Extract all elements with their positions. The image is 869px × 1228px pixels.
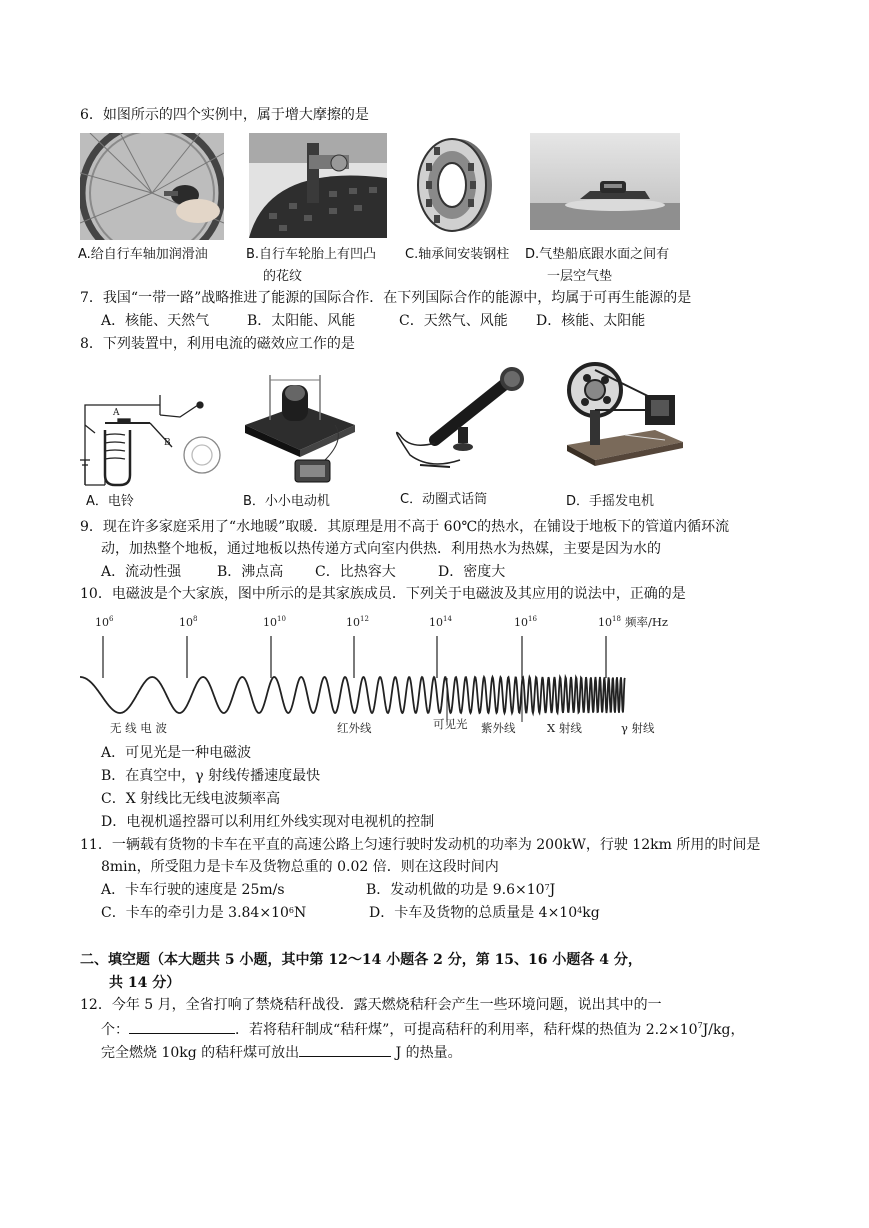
freq-label: $10^{12}$ bbox=[346, 615, 369, 629]
band-infrared: 红外线 bbox=[337, 721, 372, 735]
small-motor-photo bbox=[240, 365, 360, 490]
freq-label: $10^{18}$ bbox=[598, 615, 621, 629]
freq-label: $10^6$ bbox=[95, 615, 114, 629]
q8-stem: 8．下列装置中，利用电流的磁效应工作的是 bbox=[80, 336, 355, 352]
bicycle-axle-oil-photo bbox=[80, 133, 224, 240]
bell-label-b: B bbox=[164, 438, 171, 448]
q7-option-d: D．核能、太阳能 bbox=[536, 313, 646, 329]
band-xray: X 射线 bbox=[547, 721, 582, 735]
section2-title-line1: 二、填空题（本大题共 5 小题，其中第 12～14 小题各 2 分，第 15、16 小题各 4 分， bbox=[80, 952, 642, 968]
q10-option-a: A．可见光是一种电磁波 bbox=[101, 745, 252, 761]
band-ultraviolet: 紫外线 bbox=[481, 721, 516, 735]
band-visible: 可见光 bbox=[433, 717, 468, 731]
q8-caption-c: C．动圈式话筒 bbox=[400, 492, 488, 507]
q6-caption-b-line2: 的花纹 bbox=[263, 269, 303, 284]
freq-label: $10^{14}$ bbox=[429, 615, 452, 629]
q9-option-d: D．密度大 bbox=[438, 564, 506, 580]
q9-option-a: A．流动性强 bbox=[101, 564, 182, 580]
q9-option-c: C．比热容大 bbox=[315, 564, 396, 580]
q7-stem: 7．我国“一带一路”战略推进了能源的国际合作．在下列国际合作的能源中，均属于可再生能源的是 bbox=[80, 290, 692, 306]
band-gamma: γ 射线 bbox=[621, 721, 655, 735]
bicycle-tire-tread-photo bbox=[249, 133, 387, 238]
hovercraft-photo bbox=[530, 133, 680, 230]
freq-unit-label: 频率/Hz bbox=[625, 615, 668, 629]
dynamic-microphone-photo bbox=[390, 365, 525, 475]
q10-option-d: D．电视机遥控器可以利用红外线实现对电视机的控制 bbox=[101, 814, 435, 830]
q9-line1: 9．现在许多家庭采用了“水地暖”取暖．其原理是用不高于 60℃的热水，在铺设于地板下的管道内循环流 bbox=[80, 519, 730, 535]
q9-line2: 动，加热整个地板，通过地板以热传递方式向室内供热．利用热水为热媒，主要是因为水的 bbox=[101, 541, 661, 557]
q10-option-b: B．在真空中，γ 射线传播速度最快 bbox=[101, 768, 321, 784]
q12-blank-1[interactable] bbox=[129, 1019, 235, 1034]
q6-caption-d-line2: 一层空气垫 bbox=[547, 269, 613, 284]
q7-option-c: C．天然气、风能 bbox=[399, 313, 508, 329]
electric-bell-diagram bbox=[80, 385, 230, 490]
q7-option-a: A．核能、天然气 bbox=[101, 313, 210, 329]
q6-caption-b-line1: B.自行车轮胎上有凹凸 bbox=[246, 247, 377, 262]
q11-option-b: B．发动机做的功是 $9.6\times 10^7J$ bbox=[366, 882, 556, 898]
q9-option-b: B．沸点高 bbox=[217, 564, 284, 580]
q12-line3: 完全燃烧 10kg 的秸秆煤可放出 J 的热量。 bbox=[101, 1042, 462, 1062]
q8-caption-a: A．电铃 bbox=[86, 494, 134, 509]
bearing-roller-photo bbox=[412, 133, 494, 238]
q11-line2: 8min，所受阻力是卡车及货物总重的 0.02 倍．则在这段时间内 bbox=[101, 859, 499, 875]
bell-label-a: A bbox=[113, 408, 120, 418]
em-spectrum-diagram bbox=[75, 610, 695, 740]
q12-line2: 个： ．若将秸秆制成“秸秆煤”，可提高秸秆的利用率，秸秆煤的热值为 $2.2\times 10^7J/kg$， bbox=[101, 1021, 745, 1038]
q6-caption-a: A.给自行车轴加润滑油 bbox=[78, 247, 208, 262]
q6-caption-d-line1: D.气垫船底跟水面之间有 bbox=[525, 247, 670, 262]
freq-label: $10^8$ bbox=[179, 615, 198, 629]
q10-option-c: C．X 射线比无线电波频率高 bbox=[101, 791, 281, 807]
q11-option-d: D．卡车及货物的总质量是 $4\times 10^4kg$ bbox=[369, 905, 600, 921]
freq-label: $10^{16}$ bbox=[514, 615, 537, 629]
q12-line1: 12．今年 5 月，全省打响了禁烧秸秆战役．露天燃烧秸秆会产生一些环境问题，说出其中的一 bbox=[80, 997, 662, 1013]
q6-caption-c: C.轴承间安装钢柱 bbox=[405, 247, 510, 262]
q8-caption-b: B．小小电动机 bbox=[243, 494, 330, 509]
q10-stem: 10．电磁波是个大家族，图中所示的是其家族成员．下列关于电磁波及其应用的说法中，正确的是 bbox=[80, 586, 686, 602]
q11-line1: 11．一辆载有货物的卡车在平直的高速公路上匀速行驶时发动机的功率为 200kW，行驶 12km 所用的时间是 bbox=[80, 837, 761, 853]
q6-stem: 6．如图所示的四个实例中，属于增大摩擦的是 bbox=[80, 107, 369, 123]
q8-caption-d: D．手摇发电机 bbox=[566, 494, 655, 509]
freq-label: $10^{10}$ bbox=[263, 615, 286, 629]
q11-option-c: C．卡车的牵引力是 $3.84\times 10^6N$ bbox=[101, 905, 307, 921]
hand-generator-photo bbox=[565, 360, 685, 470]
q11-option-a: A．卡车行驶的速度是 25m/s bbox=[101, 882, 285, 898]
q7-option-b: B．太阳能、风能 bbox=[247, 313, 356, 329]
band-radio: 无 线 电 波 bbox=[110, 721, 167, 735]
q12-blank-2[interactable] bbox=[299, 1042, 391, 1057]
section2-title-line2: 共 14 分） bbox=[109, 975, 181, 991]
